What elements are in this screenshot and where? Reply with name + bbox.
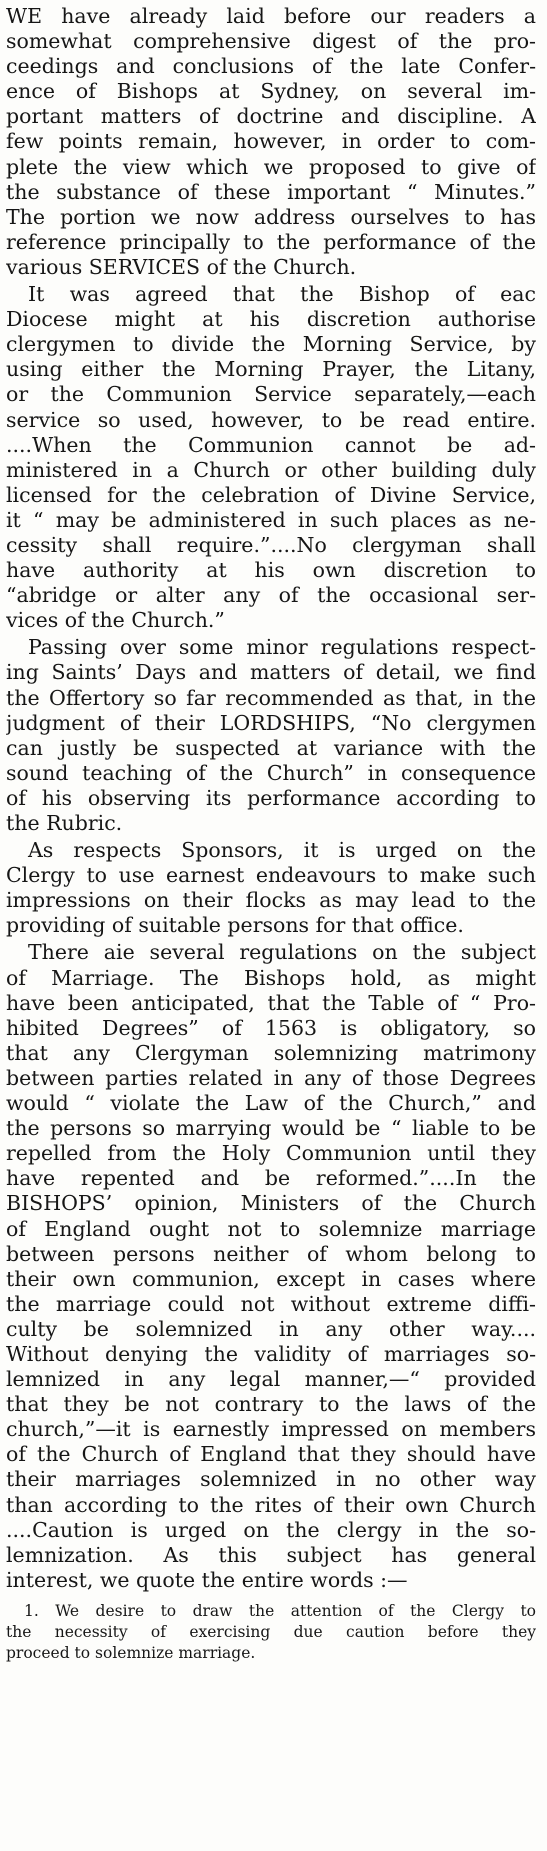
text-line: Without denying the validity of marriages so- bbox=[6, 1341, 536, 1366]
footnote bbox=[6, 1601, 536, 1664]
paragraph-1 bbox=[6, 4, 536, 280]
text-line: licensed for the celebration of Divine Service, bbox=[6, 482, 536, 507]
text-line: interest, we quote the entire words :— bbox=[6, 1567, 408, 1592]
text-line: Diocese might at his discretion authorise bbox=[6, 307, 536, 332]
text-line: or the Communion Service separately,—each bbox=[6, 382, 536, 407]
text-line: the Offertory so far recommended as that, in the bbox=[6, 685, 536, 710]
text-line: of England ought not to solemnize marriage bbox=[6, 1216, 536, 1241]
text-line: BISHOPS’ opinion, Ministers of the Church bbox=[6, 1191, 536, 1216]
article-column bbox=[6, 4, 536, 1664]
footnote-line: 1. We desire to draw the attention of the Clergy to bbox=[24, 1601, 536, 1620]
text-line: lemnization. As this subject has general bbox=[6, 1542, 536, 1567]
text-line: ing Saints’ Days and matters of detail, we find bbox=[6, 660, 536, 685]
text-line: It was agreed that the Bishop of eac bbox=[28, 282, 536, 307]
text-line: would “ violate the Law of the Church,” and bbox=[6, 1091, 536, 1116]
text-line: ministered in a Church or other building duly bbox=[6, 457, 536, 482]
text-line: clergymen to divide the Morning Service, by bbox=[6, 332, 536, 357]
text-line: judgment of their LORDSHIPS, “No clergymen bbox=[6, 710, 536, 735]
text-line: the Rubric. bbox=[6, 811, 123, 835]
text-line: reference principally to the performance of the bbox=[6, 229, 536, 254]
text-line: service so used, however, to be read entire. bbox=[6, 407, 536, 432]
text-line: it “ may be administered in such places as ne- bbox=[6, 507, 536, 532]
text-line: impressions on their flocks as may lead to the bbox=[6, 888, 536, 913]
text-line: plete the view which we proposed to give of bbox=[6, 154, 536, 179]
text-line: Clergy to use earnest endeavours to make such bbox=[6, 863, 536, 888]
text-line: can justly be suspected at variance with the bbox=[6, 735, 536, 760]
footnote-line: the necessity of exercising due caution before they bbox=[6, 1622, 536, 1641]
text-line: various SERVICES of the Church. bbox=[6, 254, 357, 279]
text-line: ceedings and conclusions of the late Confer- bbox=[6, 54, 536, 79]
text-line: There aie several regulations on the subject bbox=[28, 940, 536, 965]
text-line: vices of the Church.” bbox=[6, 608, 225, 633]
text-line: Passing over some minor regulations respect- bbox=[28, 635, 536, 660]
text-line: repelled from the Holy Communion until they bbox=[6, 1141, 536, 1166]
paragraph-2 bbox=[6, 282, 536, 633]
text-line: that any Clergyman solemnizing matrimony bbox=[6, 1040, 536, 1065]
paragraph-3 bbox=[6, 635, 536, 836]
text-line: portant matters of doctrine and discipline. A bbox=[6, 104, 536, 129]
text-line: sound teaching of the Church” in consequence bbox=[6, 760, 536, 785]
text-line: “abridge or alter any of the occasional ser- bbox=[6, 583, 536, 608]
text-line: between parties related in any of those Degrees bbox=[6, 1065, 536, 1090]
text-line: the persons so marrying would be “ liable to be bbox=[6, 1116, 536, 1141]
text-line: ....Caution is urged on the clergy in the so- bbox=[6, 1517, 536, 1542]
text-line: have authority at his own discretion to bbox=[6, 558, 536, 583]
text-line: the marriage could not without extreme diffi- bbox=[6, 1291, 536, 1316]
text-line: using either the Morning Prayer, the Litany, bbox=[6, 357, 536, 382]
paragraph-4 bbox=[6, 838, 536, 938]
text-line: of the Church of England that they should have bbox=[6, 1442, 536, 1467]
text-line: hibited Degrees” of 1563 is obligatory, so bbox=[6, 1015, 536, 1040]
text-line: cessity shall require.”....No clergyman shall bbox=[6, 532, 536, 557]
footnote-line: proceed to solemnize marriage. bbox=[6, 1643, 256, 1662]
text-line: ....When the Communion cannot be ad- bbox=[6, 432, 536, 457]
text-line: have repented and be reformed.”....In the bbox=[6, 1166, 536, 1191]
text-line: of Marriage. The Bishops hold, as might bbox=[6, 965, 536, 990]
text-line: WE have already laid before our readers a bbox=[6, 4, 536, 28]
text-line: their marriages solemnized in no other way bbox=[6, 1467, 536, 1492]
text-line: providing of suitable persons for that office. bbox=[6, 913, 464, 938]
text-line: than according to the rites of their own Church bbox=[6, 1492, 536, 1517]
text-line: somewhat comprehensive digest of the pro- bbox=[6, 29, 536, 54]
text-line: few points remain, however, in order to com- bbox=[6, 129, 536, 154]
text-line: ence of Bishops at Sydney, on several im- bbox=[6, 79, 536, 104]
text-line: the substance of these important “ Minutes.” bbox=[6, 179, 536, 204]
text-line: culty be solemnized in any other way.... bbox=[6, 1316, 536, 1341]
paragraph-5 bbox=[6, 940, 536, 1592]
text-line: The portion we now address ourselves to has bbox=[6, 204, 536, 229]
text-line: have been anticipated, that the Table of “ Pro- bbox=[6, 990, 536, 1015]
text-line: between persons neither of whom belong to bbox=[6, 1241, 536, 1266]
text-line: of his observing its performance according to bbox=[6, 785, 536, 810]
text-line: As respects Sponsors, it is urged on the bbox=[28, 838, 536, 863]
text-line: lemnized in any legal manner,—“ provided bbox=[6, 1367, 536, 1392]
text-line: church,”—it is earnestly impressed on members bbox=[6, 1417, 536, 1442]
text-line: their own communion, except in cases where bbox=[6, 1266, 536, 1291]
text-line: that they be not contrary to the laws of the bbox=[6, 1392, 536, 1417]
